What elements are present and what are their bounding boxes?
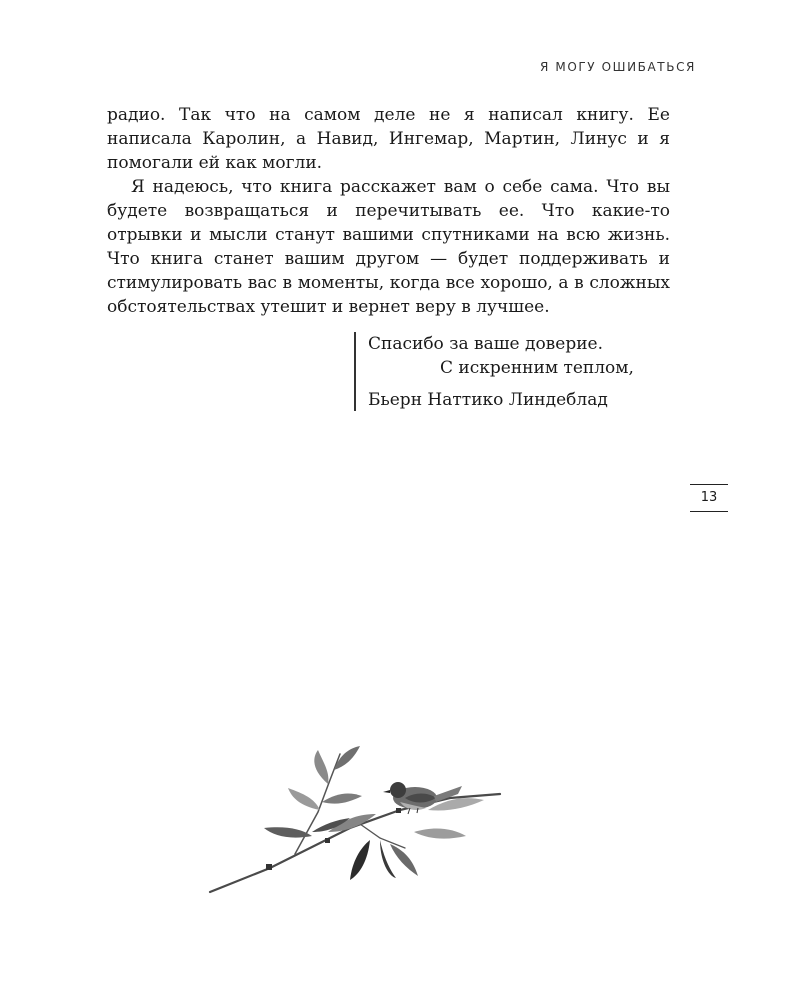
bird-on-branch-icon — [200, 740, 520, 900]
signoff-author: Бьерн Наттико Линдеблад — [368, 390, 608, 410]
paragraph: радио. Так что на самом деле не я написал книгу. Ее написала Каролин, а Навид, Ингемар, Мартин, Линус и я помогали ей как могли. — [107, 105, 670, 173]
signoff-block — [354, 332, 656, 411]
signoff-regards: С искренним теплом, — [440, 358, 634, 378]
paragraph: Я надеюсь, что книга расскажет вам о себе сама. Что вы будете возвращаться и перечитывать ее. Что какие-то отрывки и мысли станут вашими спутниками на всю жизнь. Что книга станет вашим другом — будет поддерживать и стимулировать вас в моменты, когда все хорошо, а в сложных обстоятельствах утешит и вернет веру в лучшее. — [107, 177, 670, 317]
signoff-thanks: Спасибо за ваше доверие. — [368, 334, 603, 354]
page-number: 13 — [690, 484, 728, 512]
body-text — [107, 103, 670, 319]
running-header: Я МОГУ ОШИБАТЬСЯ — [540, 60, 696, 74]
